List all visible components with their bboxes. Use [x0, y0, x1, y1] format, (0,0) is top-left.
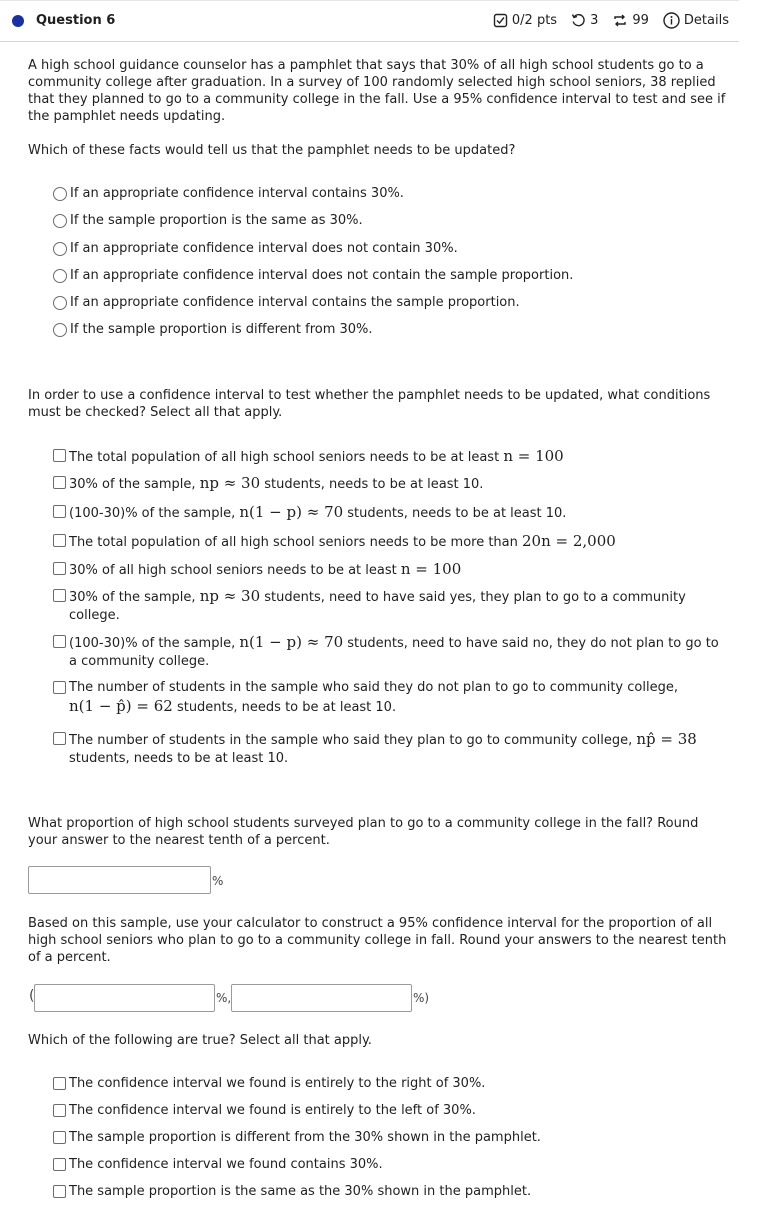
- checkbox[interactable]: [53, 1077, 66, 1090]
- checkbox[interactable]: [53, 562, 66, 575]
- checkbox[interactable]: [53, 505, 66, 518]
- q2-option[interactable]: 30% of the sample, np ≈ 30 students, need to have said yes, they plan to go to a community college.: [53, 587, 713, 625]
- question-title: Question 6: [36, 13, 116, 28]
- q1-prompt: Which of these facts would tell us that the pamphlet needs to be updated?: [28, 143, 516, 158]
- ci-upper-input[interactable]: [231, 984, 412, 1012]
- check-icon: [493, 13, 508, 28]
- checkbox[interactable]: [53, 1158, 66, 1171]
- q1-option[interactable]: If the sample proportion is different from 30%.: [53, 321, 733, 339]
- q5-prompt: Which of the following are true? Select all that apply.: [28, 1033, 372, 1048]
- checkbox[interactable]: [53, 589, 66, 602]
- checkbox[interactable]: [53, 1104, 66, 1117]
- checkbox[interactable]: [53, 732, 66, 745]
- checkbox[interactable]: [53, 681, 66, 694]
- checkbox[interactable]: [53, 1131, 66, 1144]
- retries-count: 3: [590, 13, 599, 28]
- submissions-icon: [612, 13, 628, 28]
- radio-button[interactable]: [53, 296, 67, 310]
- q2-option[interactable]: The number of students in the sample who said they do not plan to go to community college, n(1 − p̂) = 62 students, needs to be at least 10.: [53, 679, 693, 717]
- radio-button[interactable]: [53, 242, 67, 256]
- q5-option[interactable]: The confidence interval we found is entirely to the left of 30%.: [53, 1102, 733, 1120]
- q2-option[interactable]: (100-30)% of the sample, n(1 − p) ≈ 70 students, needs to be at least 10.: [53, 503, 733, 523]
- proportion-input[interactable]: [28, 866, 211, 894]
- q4-prompt: Based on this sample, use your calculator to construct a 95% confidence interval for the proportion of all high school seniors who plan to go to a community college in fall. Round your answers to the nearest tenth of a percent.: [28, 916, 727, 965]
- percent-unit: %: [212, 874, 224, 888]
- open-paren: (: [29, 988, 35, 1004]
- checkbox[interactable]: [53, 635, 66, 648]
- question-meta: [493, 12, 729, 29]
- checkbox[interactable]: [53, 1185, 66, 1198]
- details-link[interactable]: Details: [683, 13, 729, 28]
- q1-option[interactable]: If an appropriate confidence interval does not contain the sample proportion.: [53, 267, 733, 285]
- q2-prompt: In order to use a confidence interval to test whether the pamphlet needs to be updated, what conditions must be checked? Select all that apply.: [28, 388, 711, 420]
- q1-option[interactable]: If an appropriate confidence interval contains 30%.: [53, 185, 733, 203]
- q5-option[interactable]: The confidence interval we found is entirely to the right of 30%.: [53, 1075, 733, 1093]
- submissions-count: 99: [632, 13, 649, 28]
- separator: %,: [216, 991, 232, 1005]
- question-status-dot: [12, 15, 24, 27]
- q5-option[interactable]: The confidence interval we found contains 30%.: [53, 1156, 733, 1174]
- q2-option[interactable]: (100-30)% of the sample, n(1 − p) ≈ 70 students, need to have said no, they do not plan to go to a community college.: [53, 633, 725, 671]
- q2-option[interactable]: The total population of all high school seniors needs to be more than 20n = 2,000: [53, 532, 733, 552]
- checkbox[interactable]: [53, 476, 66, 489]
- q2-option[interactable]: The total population of all high school seniors needs to be at least n = 100: [53, 447, 733, 467]
- points-label: 0/2 pts: [511, 13, 558, 28]
- q1-option[interactable]: If an appropriate confidence interval contains the sample proportion.: [53, 294, 733, 312]
- info-icon[interactable]: [663, 12, 680, 29]
- close-paren: %): [413, 991, 430, 1005]
- checkbox[interactable]: [53, 534, 66, 547]
- q5-option[interactable]: The sample proportion is the same as the 30% shown in the pamphlet.: [53, 1183, 733, 1201]
- q1-option[interactable]: If the sample proportion is the same as 30%.: [53, 212, 733, 230]
- q2-option[interactable]: 30% of all high school seniors needs to be at least n = 100: [53, 560, 733, 580]
- radio-button[interactable]: [53, 187, 67, 201]
- q5-option[interactable]: The sample proportion is different from the 30% shown in the pamphlet.: [53, 1129, 733, 1147]
- radio-button[interactable]: [53, 323, 67, 337]
- q2-option[interactable]: The number of students in the sample who said they plan to go to community college, np̂ = 38 students, needs to be at least 10.: [53, 730, 713, 768]
- ci-lower-input[interactable]: [34, 984, 215, 1012]
- q1-option[interactable]: If an appropriate confidence interval does not contain 30%.: [53, 240, 733, 258]
- retry-icon[interactable]: [571, 13, 586, 28]
- q3-prompt: What proportion of high school students surveyed plan to go to a community college in the fall? Round your answer to the nearest tenth of a percent.: [28, 816, 699, 848]
- q2-option[interactable]: 30% of the sample, np ≈ 30 students, needs to be at least 10.: [53, 474, 733, 494]
- radio-button[interactable]: [53, 269, 67, 283]
- question-intro: A high school guidance counselor has a pamphlet that says that 30% of all high school students go to a community college after graduation. In a survey of 100 randomly selected high school seniors, 38 replied that they planned to go to a community college in the fall. Use a 95% confidence interval to test and see if the pamphlet needs updating.: [28, 58, 726, 124]
- checkbox[interactable]: [53, 449, 66, 462]
- radio-button[interactable]: [53, 214, 67, 228]
- question-header: [0, 0, 739, 42]
